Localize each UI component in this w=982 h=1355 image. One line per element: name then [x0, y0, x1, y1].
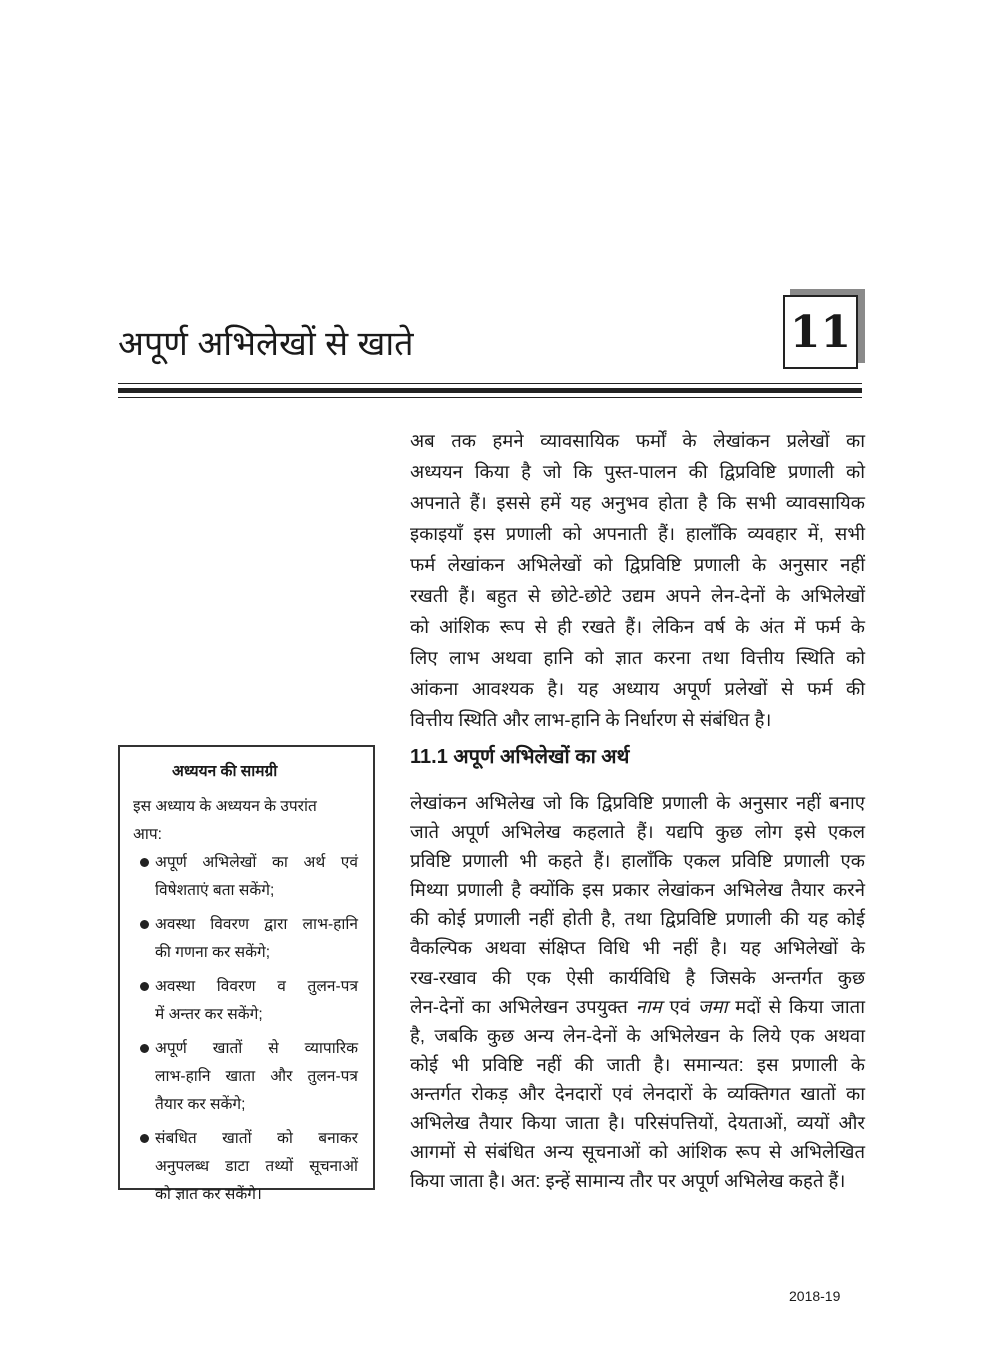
paragraph-line: अध्ययन किया है जो कि पुस्त-पालन की द्विप्रविष्टि प्रणाली को	[410, 461, 865, 482]
line-fragment: मदों से किया जाता	[735, 995, 866, 1017]
paragraph-line: फर्म लेखांकन अभिलेखों को द्विप्रविष्टि प्रणाली के अनुसार नहीं	[410, 554, 865, 575]
bullet-icon	[140, 982, 149, 991]
chapter-number-box	[783, 295, 858, 369]
paragraph-line: लेखांकन अभिलेख जो कि द्विप्रविष्टि प्रणाली के अनुसार नहीं बनाए	[410, 792, 865, 813]
paragraph-line: अभिलेख तैयार किया जाता है। परिसंपत्तियों, देयताओं, व्ययों और	[410, 1112, 865, 1134]
paragraph-line: कोई भी प्रविष्टि नहीं की जाती है। समान्यत: इस प्रणाली के	[410, 1053, 865, 1075]
page-footer-year: 2018-19	[789, 1288, 841, 1304]
objective-line: लाभ-हानि खाता और तुलन-पत्र	[155, 1068, 358, 1085]
paragraph-line: लिए लाभ अथवा हानि को ज्ञात करना तथा वित्तीय स्थिति को	[410, 647, 865, 668]
term-debit: नाम	[635, 995, 662, 1017]
divider-thin-top	[118, 383, 862, 384]
objectives-intro	[133, 793, 358, 849]
paragraph-line: अपनाते हैं। इससे हमें यह अनुभव होता है कि सभी व्यावसायिक	[410, 492, 865, 513]
paragraph-line: जाते अपूर्ण अभिलेख कहलाते हैं। यद्यपि कुछ लोग इसे एकल	[410, 821, 865, 843]
objective-line: अपूर्ण खातों से व्यापारिक	[155, 1040, 358, 1057]
paragraph-line: अन्तर्गत रोकड़ और देनदारों एवं लेनदारों के व्यक्तिगत खातों का	[410, 1082, 865, 1104]
section-paragraph	[410, 788, 865, 1195]
bullet-icon	[140, 1134, 149, 1143]
objective-item	[140, 1035, 358, 1119]
paragraph-line: अब तक हमने व्यावसायिक फर्मों के लेखांकन प्रलेखों का	[410, 430, 865, 451]
paragraph-line: आंकना आवश्यक है। यह अध्याय अपूर्ण प्रलेखों से फर्म की	[410, 678, 865, 699]
objectives-heading: अध्ययन की सामग्री	[172, 763, 278, 780]
paragraph-line: मिथ्या प्रणाली है क्योंकि इस प्रकार लेखांकन अभिलेख तैयार करने	[410, 879, 865, 901]
bullet-icon	[140, 920, 149, 929]
objective-line: अपूर्ण अभिलेखों का अर्थ एवं	[155, 854, 358, 871]
term-credit: जमा	[697, 995, 728, 1017]
objective-line: में अन्तर कर सकेंगे;	[155, 1006, 263, 1023]
objective-line: विषेशताएं बता सकेंगे;	[155, 882, 275, 899]
chapter-number: 11	[789, 306, 852, 358]
paragraph-line: आगमों से संबंधित अन्य सूचनाओं को आंशिक रूप से अभिलेखित	[410, 1141, 865, 1163]
intro-line: आप:	[133, 826, 162, 843]
paragraph-line	[410, 992, 865, 1021]
paragraph-line: को आंशिक रूप से ही रखते हैं। लेकिन वर्ष के अंत में फर्म के	[410, 616, 865, 637]
paragraph-line: वैकल्पिक अथवा संक्षिप्त विधि भी नहीं है। यह अभिलेखों के	[410, 937, 865, 959]
paragraph-line: किया जाता है। अत: इन्हें सामान्य तौर पर अपूर्ण अभिलेख कहते हैं।	[410, 1170, 846, 1192]
paragraph-line: की कोई प्रणाली नहीं होती है, तथा द्विप्रविष्टि प्रणाली की यह कोई	[410, 908, 865, 930]
chapter-title: अपूर्ण अभिलेखों से खाते	[118, 325, 414, 363]
paragraph-line: है, जबकि कुछ अन्य लेन-देनों के अभिलेखन के लिये एक अथवा	[410, 1024, 865, 1046]
objective-line: तैयार कर सकेंगे;	[155, 1096, 246, 1113]
bullet-icon	[140, 858, 149, 867]
paragraph-line: प्रविष्टि प्रणाली भी कहते हैं। हालाँकि एकल प्रविष्टि प्रणाली एक	[410, 850, 865, 872]
objectives-list	[140, 849, 358, 1215]
line-fragment: लेन-देनों का अभिलेखन उपयुक्त	[410, 995, 628, 1017]
learning-objectives-box	[118, 745, 375, 1203]
paragraph-line: वित्तीय स्थिति और लाभ-हानि के निर्धारण से संबंधित है।	[410, 709, 772, 730]
objective-line: अवस्था विवरण द्वारा लाभ-हानि	[155, 916, 358, 933]
objective-line: संबधित खातों को बनाकर	[155, 1130, 358, 1147]
intro-paragraph	[410, 425, 865, 735]
line-fragment: एवं	[669, 995, 691, 1017]
objective-line: को ज्ञात कर सकेंगे।	[155, 1186, 262, 1203]
paragraph-line: इकाइयाँ इस प्रणाली को अपनाती हैं। हालाँकि व्यवहार में, सभी	[410, 523, 865, 544]
objective-item	[140, 849, 358, 905]
divider-thick	[118, 388, 862, 393]
objective-line: की गणना कर सकेंगे;	[155, 944, 271, 961]
objective-item	[140, 973, 358, 1029]
paragraph-line: रख-रखाव की एक ऐसी कार्यविधि है जिसके अन्तर्गत कुछ	[410, 966, 865, 988]
objective-line: अवस्था विवरण व तुलन-पत्र	[155, 978, 358, 995]
intro-line: इस अध्याय के अध्ययन के उपरांत	[133, 798, 317, 815]
paragraph-line: रखती हैं। बहुत से छोटे-छोटे उद्यम अपने लेन-देनों के अभिलेखों	[410, 585, 865, 606]
section-heading: 11.1 अपूर्ण अभिलेखों का अर्थ	[410, 746, 630, 768]
bullet-icon	[140, 1044, 149, 1053]
objective-item	[140, 911, 358, 967]
divider-thin-bottom	[118, 397, 862, 398]
objective-item	[140, 1125, 358, 1209]
objective-line: अनुपलब्ध डाटा तथ्यों सूचनाओं	[155, 1158, 358, 1175]
